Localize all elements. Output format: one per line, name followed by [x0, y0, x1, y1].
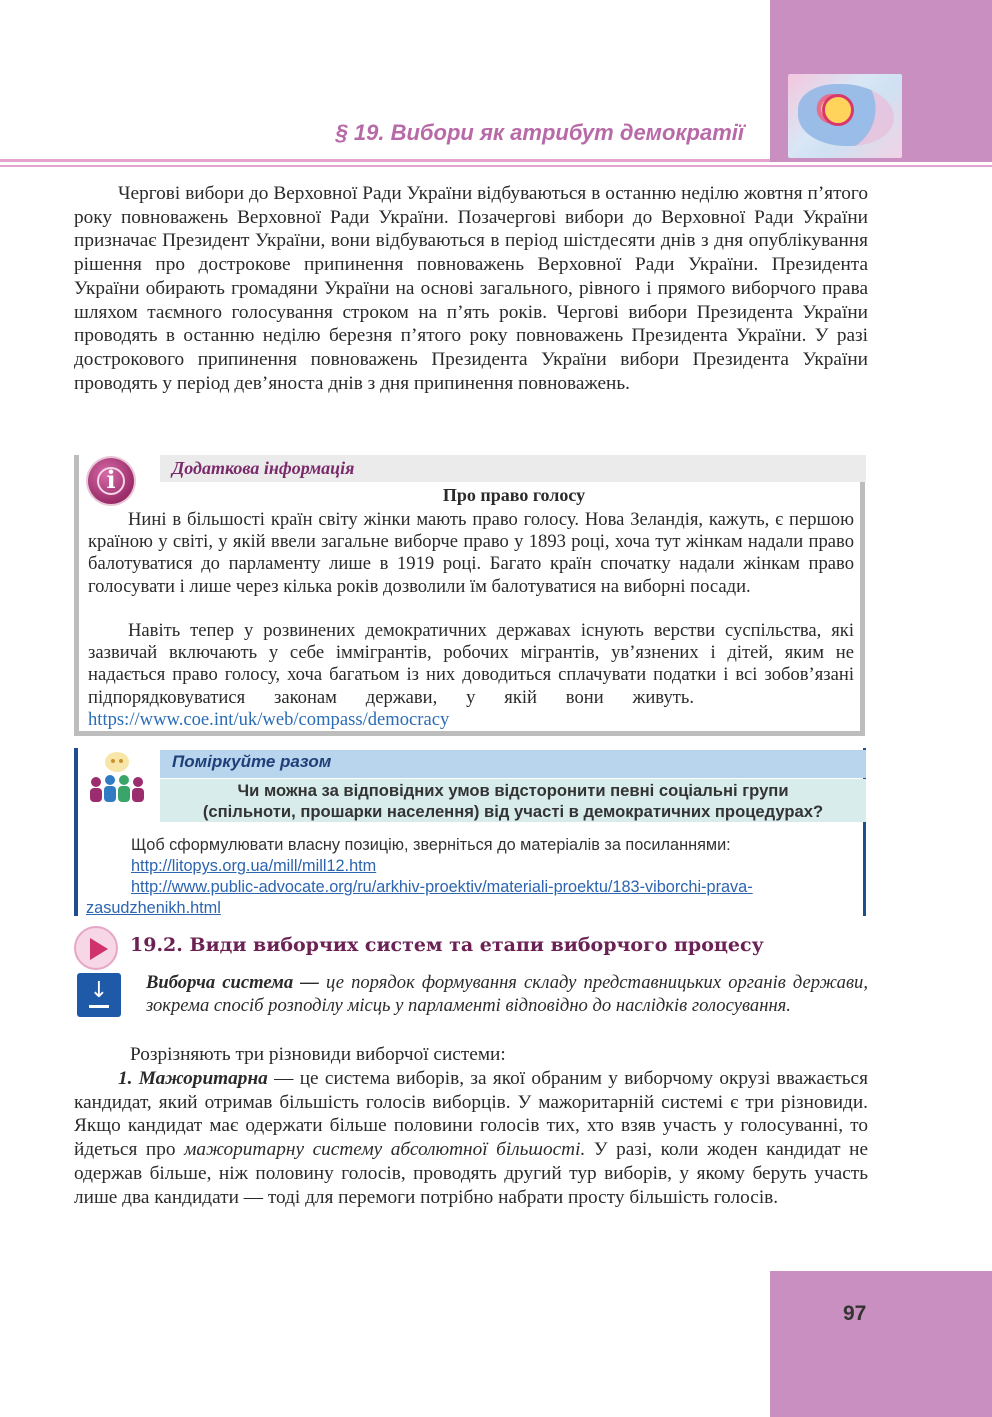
think-box-body — [131, 835, 866, 899]
link-public-advocate[interactable]: http://www.public-advocate.org/ru/arkhiv-proektiv/materiali-proektu/183-viborchi-prava- — [131, 878, 753, 897]
info-box-title: Додаткова інформація — [172, 458, 355, 478]
link-public-advocate-cont[interactable]: zasudzhenikh.html — [86, 899, 221, 917]
info-source-link[interactable]: https://www.coe.int/uk/web/compass/democracy — [88, 708, 450, 730]
header-divider-secondary — [0, 165, 992, 167]
instruction-text: Щоб сформулювати власну позицію, зверніться до матеріалів за посиланнями: — [131, 836, 731, 854]
type1-label: 1. Мажоритарна — [118, 1068, 268, 1089]
download-icon: ↓ — [77, 973, 121, 1017]
definition-paragraph: Виборча система — це порядок формування складу представницьких органів держави, зокрема спосіб розподілу місць у парламенті відповідно до наслідків голосування. — [146, 972, 868, 1016]
link-continuation — [86, 898, 221, 919]
info-box-subtitle: Про право голосу — [442, 485, 586, 505]
info-paragraph-1: Нині в більшості країн світу жінки мають право голосу. Нова Зеландія, кажуть, є першою країною у світі, у якій ввели загальне виборче право у 1893 році, хоча тут жінкам надали право балотуватися до парламенту лише в 1919 році. Багато країн спочатку надали жінкам право голосувати і лише через кілька років дозволили їм балотуватися на виборні посади. — [88, 509, 854, 597]
definition-term: Виборча система — — [146, 972, 319, 993]
info-paragraph-2: Навіть тепер у розвинених демократичних державах існують верстви суспільства, які зазвичай включають у себе іммігрантів, робочих мігрантів, ув’язнених і дітей, яким не надається право голосу, хоча багатьом із них доводиться сплачувати податки і всі зобов’язані підпорядковуватися законам держави, у якій вони живуть.https://www.coe.int/uk/web/compass/democracy — [88, 620, 854, 730]
section-heading: 19.2. Види виборчих систем та етапи виборчого процесу — [130, 934, 764, 956]
think-box-title: Поміркуйте разом — [172, 752, 332, 771]
play-icon — [74, 926, 118, 970]
chapter-title: § 19. Вибори як атрибут демократії — [335, 120, 744, 145]
ukraine-map-illustration-icon — [788, 74, 902, 158]
footer-side-band — [770, 1271, 992, 1417]
group-discussion-icon — [84, 750, 150, 812]
header-divider — [0, 159, 770, 162]
discussion-question: Чи можна за відповідних умов відсторонити певні соціальні групи (спільноти, прошарки населення) від участі в демократичних процедурах? — [202, 781, 824, 821]
types-intro: Розрізняють три різновиди виборчої системи: — [130, 1044, 506, 1065]
info-icon: i — [88, 458, 134, 504]
link-litopys[interactable]: http://litopys.org.ua/mill/mill12.htm — [131, 857, 377, 876]
page-number: 97 — [843, 1302, 867, 1325]
intro-paragraph: Чергові вибори до Верховної Ради України відбуваються в останню неділю жовтня п’ятого року повноважень Верховної Ради України. Позачергові вибори до Верховної Ради України призначає Президент України, вони відбуваються в період шістдесяти днів з дня опублікування рішення про дострокове припинення повноважень Верховної Ради України. Президента України обирають громадяни України на основі загального, рівного і прямого виборчого права шляхом таємного голосування строком на п’ять років. Чергові вибори Президента України проводять в останню неділю березня п’ятого року повноважень Президента України. У разі дострокового припинення повноважень Президента України вибори Президента України проводять у період дев’яноста днів з дня припинення повноважень. — [74, 183, 868, 394]
majoritarian-paragraph: 1. Мажоритарна — це система виборів, за якої обраним у виборчому окрузі вважається кандидат, який отримав більшість голосів виборців. У мажоритарній системі є три різновиди. Якщо кандидат має одержати більше половини голосів тих, хто взяв участь у голосуванні, то йдеться про мажоритарну систему абсолютної більшості. У разі, коли жоден кандидат не одержав більше, ніж половину голосів, проводять другий тур виборів, у якому беруть участь лише два кандидати — тоді для перемоги потрібно набрати просту більшість голосів. — [74, 1068, 869, 1208]
